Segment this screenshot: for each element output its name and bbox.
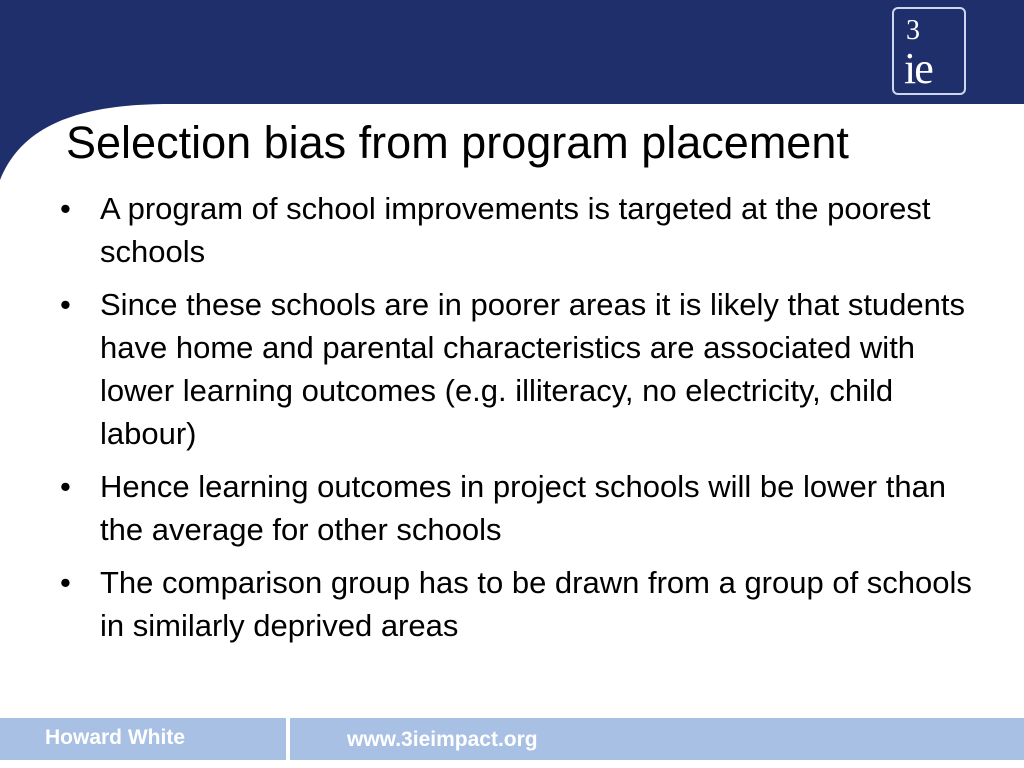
bullet-item: [60, 465, 980, 551]
bullet-marker: •: [60, 565, 71, 600]
svg-text:ie: ie: [904, 44, 932, 93]
bullet-text: Hence learning outcomes in project schools will be lower than the average for other schools: [100, 469, 947, 547]
footer-bottom-strip: [0, 760, 1024, 768]
footer-author: Howard White: [45, 726, 185, 749]
3ie-logo-icon: [892, 7, 966, 95]
svg-text:3: 3: [906, 15, 920, 46]
slide-title: Selection bias from program placement: [66, 117, 849, 168]
bullet-item: [60, 187, 980, 273]
bullet-item: [60, 283, 980, 455]
bullet-marker: •: [60, 191, 71, 226]
bullet-marker: •: [60, 469, 71, 504]
bullet-text: Since these schools are in poorer areas it is likely that students have home and parental characteristics are associated with lower learning outcomes (e.g. illiteracy, no electricity, child labour): [100, 287, 966, 451]
bullet-item: [60, 561, 980, 647]
bullet-text: The comparison group has to be drawn from a group of schools in similarly deprived areas: [100, 565, 972, 643]
footer-divider: [286, 718, 290, 760]
footer-url-link[interactable]: www.3ieimpact.org: [347, 728, 538, 751]
bullet-marker: •: [60, 287, 71, 322]
footer-bar: [0, 718, 1024, 760]
bullet-text: A program of school improvements is targeted at the poorest schools: [100, 191, 931, 269]
bullet-list: [60, 187, 980, 657]
